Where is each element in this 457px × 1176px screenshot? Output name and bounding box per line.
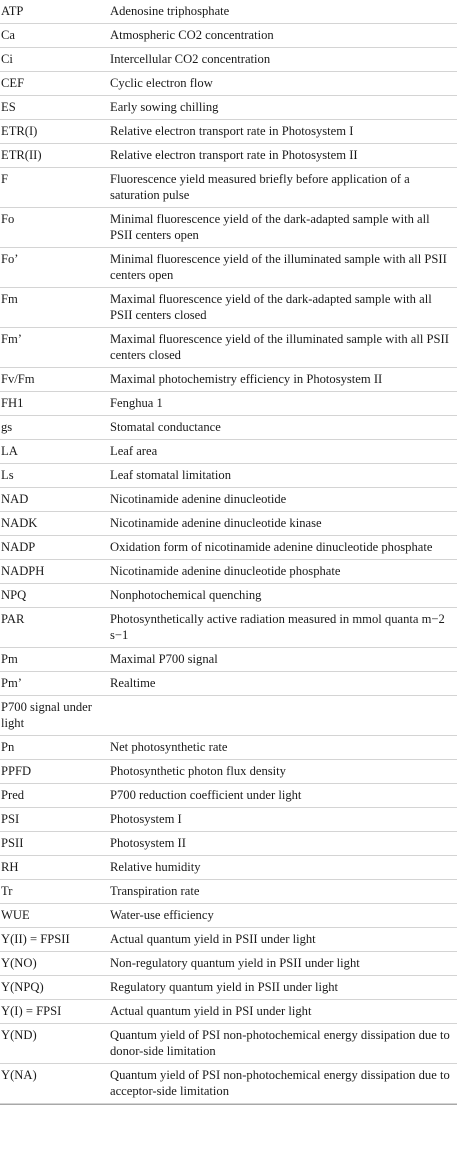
table-row — [0, 1064, 457, 1104]
table-row — [0, 248, 457, 288]
abbreviation-term: ETR(I) — [1, 124, 38, 138]
abbreviation-term: Ls — [1, 468, 14, 482]
table-row — [0, 120, 457, 144]
abbreviation-term: NADK — [1, 516, 38, 530]
abbreviation-definition: Transpiration rate — [110, 884, 200, 898]
table-row — [0, 72, 457, 96]
abbreviation-definition: Fenghua 1 — [110, 396, 163, 410]
table-row — [0, 928, 457, 952]
abbreviation-term: P700 signal under light — [1, 700, 92, 730]
table-row — [0, 392, 457, 416]
abbreviation-term: Fo — [1, 212, 15, 226]
table-row — [0, 416, 457, 440]
abbreviation-term: NPQ — [1, 588, 27, 602]
abbreviation-term: ATP — [1, 4, 24, 18]
abbreviation-term: WUE — [1, 908, 30, 922]
abbreviation-definition: Adenosine triphosphate — [110, 4, 230, 18]
table-row — [0, 1000, 457, 1024]
abbreviation-term: Y(NPQ) — [1, 980, 44, 994]
table-row — [0, 784, 457, 808]
table-row — [0, 584, 457, 608]
table-row — [0, 464, 457, 488]
table-row — [0, 168, 457, 208]
table-row — [0, 832, 457, 856]
table-row — [0, 976, 457, 1000]
table-row — [0, 808, 457, 832]
table-row — [0, 560, 457, 584]
abbreviation-definition: Water-use efficiency — [110, 908, 214, 922]
table-row — [0, 328, 457, 368]
abbreviation-definition: Nicotinamide adenine dinucleotide phosphate — [110, 564, 341, 578]
abbreviation-definition: Early sowing chilling — [110, 100, 219, 114]
abbreviation-definition: Maximal fluorescence yield of the illuminated sample with all PSII centers closed — [110, 332, 449, 362]
table-row — [0, 24, 457, 48]
abbreviation-term: Ca — [1, 28, 15, 42]
abbreviation-definition: Quantum yield of PSI non-photochemical energy dissipation due to donor-side limitation — [110, 1028, 450, 1058]
table-row — [0, 488, 457, 512]
table-row — [0, 880, 457, 904]
abbreviation-term: NADP — [1, 540, 36, 554]
table-row — [0, 696, 457, 736]
abbreviation-term: Y(ND) — [1, 1028, 37, 1042]
table-row — [0, 512, 457, 536]
abbreviation-definition: Nonphotochemical quenching — [110, 588, 262, 602]
table-row — [0, 0, 457, 24]
abbreviation-term: Fv/Fm — [1, 372, 35, 386]
table-bottom-rule — [0, 1104, 457, 1105]
table-row — [0, 1024, 457, 1064]
abbreviation-term: Y(II) = FPSII — [1, 932, 70, 946]
abbreviation-definition: Photosystem II — [110, 836, 186, 850]
abbreviation-term: FH1 — [1, 396, 24, 410]
abbreviation-term: NADPH — [1, 564, 45, 578]
abbreviation-definition: Actual quantum yield in PSI under light — [110, 1004, 312, 1018]
abbreviation-definition: Leaf stomatal limitation — [110, 468, 232, 482]
table-row — [0, 952, 457, 976]
table-row — [0, 856, 457, 880]
abbreviation-definition: Photosynthetic photon flux density — [110, 764, 286, 778]
abbreviation-definition: Maximal photochemistry efficiency in Photosystem II — [110, 372, 383, 386]
table-row — [0, 760, 457, 784]
abbreviation-definition: Leaf area — [110, 444, 158, 458]
abbreviation-term: gs — [1, 420, 13, 434]
abbreviation-term: F — [1, 172, 9, 186]
abbreviation-definition: Photosynthetically active radiation measured in mmol quanta m−2 s−1 — [110, 612, 445, 642]
abbreviation-definition: Relative humidity — [110, 860, 201, 874]
abbreviation-term: Y(NA) — [1, 1068, 37, 1082]
abbreviation-term: Ci — [1, 52, 13, 66]
abbreviation-definition: Oxidation form of nicotinamide adenine dinucleotide phosphate — [110, 540, 433, 554]
abbreviation-definition: Atmospheric CO2 concentration — [110, 28, 274, 42]
abbreviation-term: PSI — [1, 812, 20, 826]
table-row — [0, 208, 457, 248]
abbreviation-term: Fm’ — [1, 332, 22, 346]
abbreviation-term: Pn — [1, 740, 15, 754]
abbreviation-term: Fm — [1, 292, 18, 306]
abbreviation-term: PPFD — [1, 764, 32, 778]
table-row — [0, 440, 457, 464]
abbreviation-definition: Cyclic electron flow — [110, 76, 213, 90]
abbreviation-definition — [110, 696, 457, 736]
abbreviation-definition: Regulatory quantum yield in PSII under light — [110, 980, 339, 994]
table-row — [0, 368, 457, 392]
abbreviation-definition: Net photosynthetic rate — [110, 740, 228, 754]
abbreviation-term: Fo’ — [1, 252, 19, 266]
abbreviation-definition: P700 reduction coefficient under light — [110, 788, 302, 802]
abbreviation-term: Pm — [1, 652, 18, 666]
abbreviation-term: Pred — [1, 788, 25, 802]
abbreviation-definition: Photosystem I — [110, 812, 182, 826]
abbreviation-term: Pm’ — [1, 676, 22, 690]
abbreviation-term: ETR(II) — [1, 148, 42, 162]
abbreviation-definition: Relative electron transport rate in Photosystem II — [110, 148, 358, 162]
abbreviation-term: PSII — [1, 836, 24, 850]
table-row — [0, 144, 457, 168]
table-row — [0, 672, 457, 696]
table-row — [0, 48, 457, 72]
table-row — [0, 608, 457, 648]
abbreviation-definition: Maximal fluorescence yield of the dark-adapted sample with all PSII centers closed — [110, 292, 432, 322]
abbreviation-definition: Fluorescence yield measured briefly before application of a saturation pulse — [110, 172, 410, 202]
table-row — [0, 736, 457, 760]
abbreviation-term: NAD — [1, 492, 29, 506]
abbreviation-definition: Minimal fluorescence yield of the illuminated sample with all PSII centers open — [110, 252, 447, 282]
abbreviation-definition: Quantum yield of PSI non-photochemical energy dissipation due to acceptor-side limitation — [110, 1068, 450, 1098]
table-row — [0, 904, 457, 928]
abbreviation-term: Tr — [1, 884, 13, 898]
table-row — [0, 536, 457, 560]
abbreviation-term: PAR — [1, 612, 25, 626]
abbreviation-definition: Intercellular CO2 concentration — [110, 52, 271, 66]
table-row — [0, 648, 457, 672]
abbreviation-definition: Nicotinamide adenine dinucleotide — [110, 492, 287, 506]
abbreviation-term: ES — [1, 100, 16, 114]
abbreviation-definition: Stomatal conductance — [110, 420, 221, 434]
abbreviation-definition: Realtime — [110, 676, 156, 690]
abbreviation-term: RH — [1, 860, 19, 874]
abbreviation-term: Y(NO) — [1, 956, 37, 970]
abbreviation-definition: Non-regulatory quantum yield in PSII under light — [110, 956, 360, 970]
abbreviation-definition: Maximal P700 signal — [110, 652, 218, 666]
abbreviation-definition: Relative electron transport rate in Photosystem I — [110, 124, 354, 138]
abbreviation-term: LA — [1, 444, 18, 458]
abbreviation-definition: Nicotinamide adenine dinucleotide kinase — [110, 516, 322, 530]
abbreviation-definition: Actual quantum yield in PSII under light — [110, 932, 316, 946]
table-row — [0, 288, 457, 328]
abbreviation-term: Y(I) = FPSI — [1, 1004, 62, 1018]
abbreviation-term: CEF — [1, 76, 25, 90]
table-row — [0, 96, 457, 120]
abbreviation-definition: Minimal fluorescence yield of the dark-adapted sample with all PSII centers open — [110, 212, 430, 242]
